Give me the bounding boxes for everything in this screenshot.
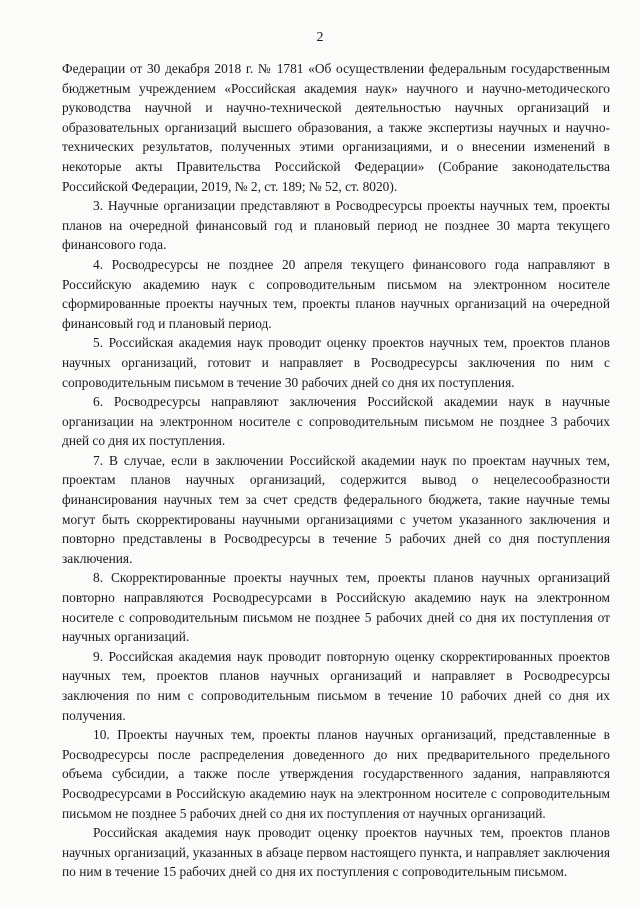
paragraph-item-6: 6. Росводресурсы направляют заключения Российской академии наук в научные организации на электронном носителе с сопроводительным письмом не позднее 3 рабочих дней со дня их поступления. — [62, 394, 610, 449]
paragraph-item-7: 7. В случае, если в заключении Российской академии наук по проектам научных тем, проектам планов научных организаций, содержится вывод о нецелесообразности финансирования научных тем за счет средств федерального бюджета, такие научные темы могут быть скорректированы научными организациями с учетом указанного заключения и повторно представлены в Росводресурсы в течение 5 рабочих дней со дня поступления заключения. — [62, 452, 610, 566]
paragraph-item-9: 9. Российская академия наук проводит повторную оценку скорректированных проектов научных тем, проектов планов научных организаций и направляет в Росводресурсы заключения по ним с сопроводительным письмом в течение 10 рабочих дней со дня их получения. — [62, 648, 610, 723]
paragraph-item-5: 5. Российская академия наук проводит оценку проектов научных тем, проектов планов научных организаций, готовит и направляет в Росводресурсы заключения по ним с сопроводительным письмом в течение 30 рабочих дней со дня их поступления. — [62, 335, 610, 390]
paragraph-item-8: 8. Скорректированные проекты научных тем, проекты планов научных организаций повторно направляются Росводресурсами в Российскую академию наук на электронном носителе с сопроводительным письмом не позднее 5 рабочих дней со дня их поступления от научных организаций. — [62, 570, 610, 645]
document-body — [62, 59, 610, 882]
paragraph-continuation: Федерации от 30 декабря 2018 г. № 1781 «Об осуществлении федеральным государственным бюджетным учреждением «Российская академия наук» научного и научно-методического руководства научной и научно-технической деятельностью научных организаций и образовательных организаций высшего образования, а также экспертизы научных и научно-технических результатов, полученных этими организациями, и о внесении изменений в некоторые акты Правительства Российской Федерации» (Собрание законодательства Российской Федерации, 2019, № 2, ст. 189; № 52, ст. 8020). — [62, 61, 610, 194]
page-number: 2 — [316, 30, 324, 45]
paragraph-item-10-second: Российская академия наук проводит оценку проектов научных тем, проектов планов научных организаций, указанных в абзаце первом настоящего пункта, и направляет заключения по ним в течение 15 рабочих дней со дня их поступления с сопроводительным письмом. — [62, 825, 610, 880]
paragraph-item-3: 3. Научные организации представляют в Росводресурсы проекты научных тем, проекты планов на очередной финансовый год и плановый период не позднее 30 марта текущего финансового года. — [62, 198, 610, 253]
paragraph-item-4: 4. Росводресурсы не позднее 20 апреля текущего финансового года направляют в Российскую академию наук с сопроводительным письмом на электронном носителе сформированные проекты научных тем, проекты планов научных организаций на очередной финансовый год и плановый период. — [62, 256, 610, 331]
paragraph-item-10: 10. Проекты научных тем, проекты планов научных организаций, представленные в Росводресурсы после распределения доведенного до них предварительного предельного объема субсидии, а также после утверждения государственного задания, направляются Росводресурсами в Российскую академию наук на электронном носителе с сопроводительным письмом не позднее 5 рабочих дней со дня их поступления от научных организаций. — [62, 727, 610, 821]
